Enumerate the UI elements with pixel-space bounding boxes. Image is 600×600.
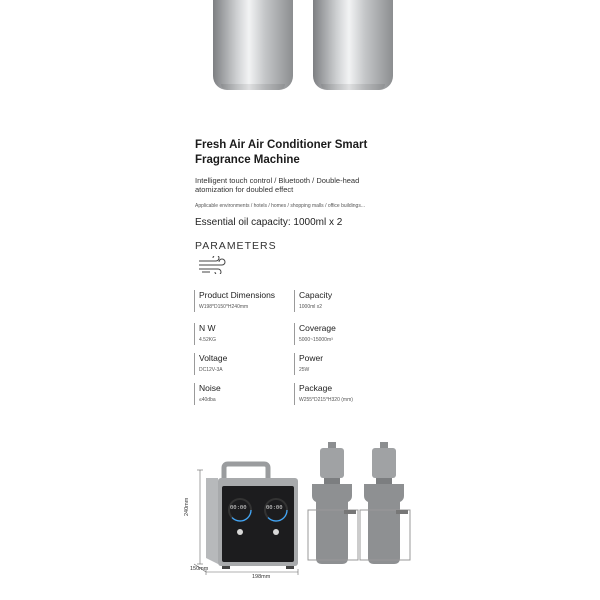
bottle-left-image bbox=[213, 0, 293, 90]
param-label: Coverage bbox=[299, 323, 336, 333]
param-noise bbox=[194, 383, 221, 405]
description-line-2: atomization for doubled effect bbox=[195, 185, 294, 194]
param-label: Noise bbox=[199, 383, 221, 393]
dimension-depth-label: 150mm bbox=[190, 566, 209, 572]
wind-icon bbox=[198, 256, 226, 274]
product-description bbox=[195, 176, 385, 194]
param-package bbox=[294, 383, 353, 405]
param-value: 25W bbox=[299, 367, 310, 373]
description-line-1: Intelligent touch control / Bluetooth / Double-head bbox=[195, 176, 360, 185]
param-net-weight bbox=[194, 323, 216, 345]
canister-left bbox=[308, 442, 358, 564]
param-label: Power bbox=[299, 353, 324, 363]
param-coverage bbox=[294, 323, 336, 345]
product-title bbox=[195, 138, 395, 168]
param-label: N W bbox=[199, 323, 216, 333]
product-title-line-1: Fresh Air Air Conditioner Smart bbox=[195, 139, 368, 151]
param-label: Capacity bbox=[299, 290, 333, 300]
param-value: W198*D150*H240mm bbox=[199, 304, 249, 310]
applicable-environments: Applicable environments / hotels / homes / shopping malls / office buildings... bbox=[195, 203, 365, 209]
param-label: Voltage bbox=[199, 353, 228, 363]
param-value: 5000~15000m³ bbox=[299, 337, 333, 343]
param-value: DC12V-3A bbox=[199, 367, 223, 373]
param-value: 4.52KG bbox=[199, 337, 216, 343]
oil-capacity: Essential oil capacity: 1000ml x 2 bbox=[195, 217, 343, 228]
param-power bbox=[294, 353, 323, 375]
param-label: Product Dimensions bbox=[199, 290, 276, 300]
product-title-line-2: Fragrance Machine bbox=[195, 154, 300, 166]
canister-right bbox=[360, 442, 410, 564]
param-value: ≤40dba bbox=[199, 397, 216, 403]
product-diagram bbox=[180, 430, 440, 590]
param-value: W255*D215*H320 (mm) bbox=[299, 397, 353, 403]
param-label: Package bbox=[299, 383, 333, 393]
display-left: 00:00 bbox=[230, 505, 247, 511]
dimension-height-label: 240mm bbox=[184, 497, 190, 516]
display-right: 00:00 bbox=[266, 505, 283, 511]
dimension-width-label: 198mm bbox=[252, 574, 271, 580]
param-dimensions bbox=[194, 290, 275, 312]
parameters-heading: PARAMETERS bbox=[195, 240, 277, 252]
param-capacity bbox=[294, 290, 332, 312]
bottle-right-image bbox=[313, 0, 393, 90]
param-value: 1000ml x2 bbox=[299, 304, 323, 310]
param-voltage bbox=[194, 353, 227, 375]
